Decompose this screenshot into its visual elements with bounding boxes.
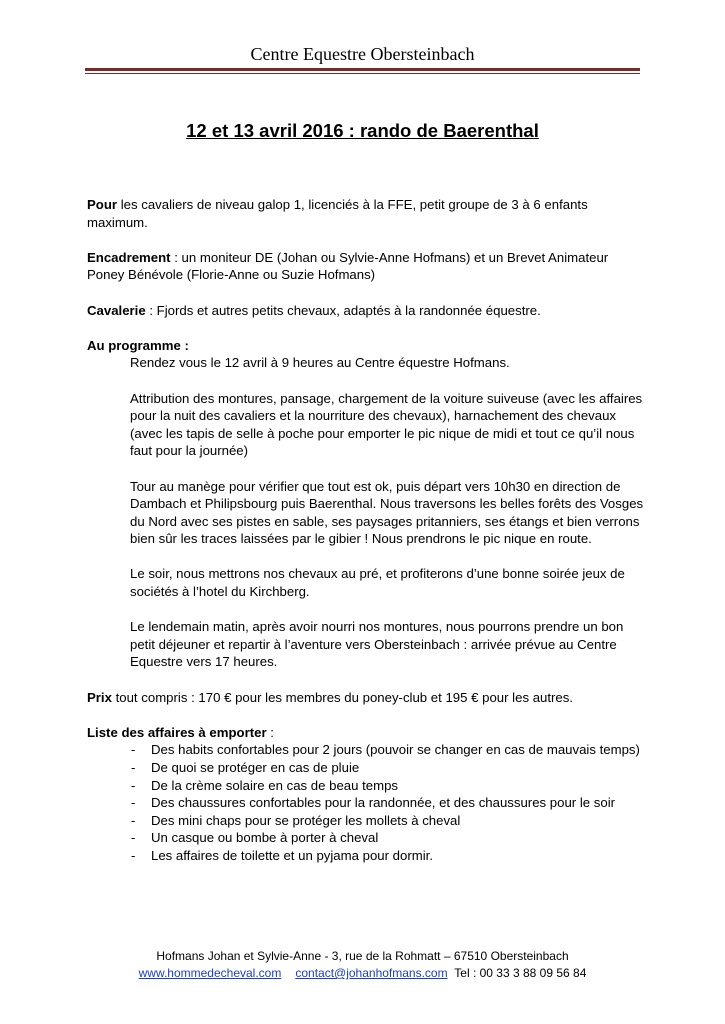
- prix-label: Prix: [87, 689, 112, 705]
- footer-phone: Tel : 00 33 3 88 09 56 84: [454, 966, 587, 980]
- bullet-dash: -: [131, 795, 136, 811]
- liste-suffix: :: [266, 724, 274, 740]
- list-item-text: De la crème solaire en cas de beau temps: [151, 777, 399, 793]
- website-link[interactable]: www.hommedecheval.com: [138, 966, 282, 980]
- footer-contacts: [0, 965, 725, 982]
- header-rule: [85, 68, 640, 71]
- list-item-text: Des mini chaps pour se protéger les mollets à cheval: [151, 812, 461, 828]
- bullet-dash: -: [131, 777, 136, 793]
- encadrement-text: : un moniteur DE (Johan ou Sylvie-Anne Hofmans) et un Brevet Animateur Poney Bénévole (Florie-Anne ou Suzie Hofmans): [87, 249, 609, 283]
- cavalerie-paragraph: [87, 302, 647, 320]
- footer-address: Hofmans Johan et Sylvie-Anne - 3, rue de la Rohmatt – 67510 Obersteinbach: [156, 949, 569, 963]
- bullet-dash: -: [131, 847, 136, 863]
- programme-paragraph-3: Tour au manège pour vérifier que tout est ok, puis départ vers 10h30 en direction de Dambach et Philipsbourg puis Baerenthal. Nous traversons les belles forêts des Vosges du Nord avec ses pistes en sable, ses paysages pritanniers, ses étangs et bien verrons bien sûr les traces laissées par le gibier ! Nous prendrons le pic nique en route.: [130, 478, 644, 547]
- list-item-text: Des habits confortables pour 2 jours (pouvoir se changer en cas de mauvais temps): [151, 742, 640, 758]
- document-title: 12 et 13 avril 2016 : rando de Baerenthal: [186, 120, 539, 141]
- liste-label: Liste des affaires à emporter: [87, 724, 267, 740]
- pour-label: Pour: [87, 197, 118, 212]
- list-item-text: De quoi se protéger en cas de pluie: [151, 760, 360, 775]
- cavalerie-label: Cavalerie: [87, 302, 146, 318]
- header-rule-thin: [85, 73, 640, 74]
- liste-heading: [87, 724, 647, 742]
- cavalerie-text: : Fjords et autres petits chevaux, adaptés à la randonnée équestre.: [145, 302, 541, 318]
- bullet-dash: -: [131, 830, 136, 846]
- programme-paragraph-1: Rendez vous le 12 avril à 9 heures au Centre équestre Hofmans.: [130, 355, 510, 371]
- header-title: Centre Equestre Obersteinbach: [250, 44, 475, 64]
- footer: [0, 948, 725, 982]
- encadrement-label: Encadrement: [87, 249, 171, 265]
- list-item-text: Un casque ou bombe à porter à cheval: [151, 830, 379, 846]
- bullet-dash: -: [131, 760, 136, 775]
- packing-list: [87, 741, 647, 864]
- list-item: [87, 759, 647, 777]
- pour-paragraph: [87, 196, 647, 231]
- programme-paragraph-2: Attribution des montures, pansage, chargement de la voiture suiveuse (avec les affaires pour la nuit des cavaliers et la nourriture des chevaux), harnachement des chevaux (avec les tapis de selle à poche pour emporter le pic nique de midi et tout ce qu’il nous faut pour la journée): [130, 390, 643, 459]
- list-item: [87, 812, 647, 830]
- programme-paragraph-5: Le lendemain matin, après avoir nourri nos montures, nous pourrons prendre un bon petit déjeuner et repartir à l’aventure vers Obersteinbach : arrivée prévue au Centre Equestre vers 17 heures.: [130, 619, 624, 670]
- bullet-dash: -: [131, 742, 136, 758]
- prix-text: tout compris : 170 € pour les membres du poney-club et 195 € pour les autres.: [111, 689, 574, 705]
- list-item: [87, 777, 647, 795]
- encadrement-paragraph: [87, 249, 647, 284]
- email-link[interactable]: contact@johanhofmans.com: [295, 966, 448, 980]
- list-item-text: Les affaires de toilette et un pyjama pour dormir.: [151, 847, 433, 863]
- list-item: [87, 847, 647, 865]
- programme-heading: Au programme :: [87, 337, 189, 353]
- list-item: [87, 741, 647, 759]
- list-item-text: Des chaussures confortables pour la randonnée, et des chaussures pour le soir: [151, 795, 616, 811]
- programme-paragraph-4: Le soir, nous mettrons nos chevaux au pré, et profiterons d’une bonne soirée jeux de sociétés à l’hotel du Kirchberg.: [130, 566, 625, 600]
- list-item: [87, 794, 647, 812]
- prix-paragraph: [87, 689, 647, 707]
- bullet-dash: -: [131, 812, 136, 828]
- document-body: [87, 196, 647, 865]
- list-item: [87, 829, 647, 847]
- pour-text: les cavaliers de niveau galop 1, licenciés à la FFE, petit groupe de 3 à 6 enfants maximum.: [87, 197, 588, 230]
